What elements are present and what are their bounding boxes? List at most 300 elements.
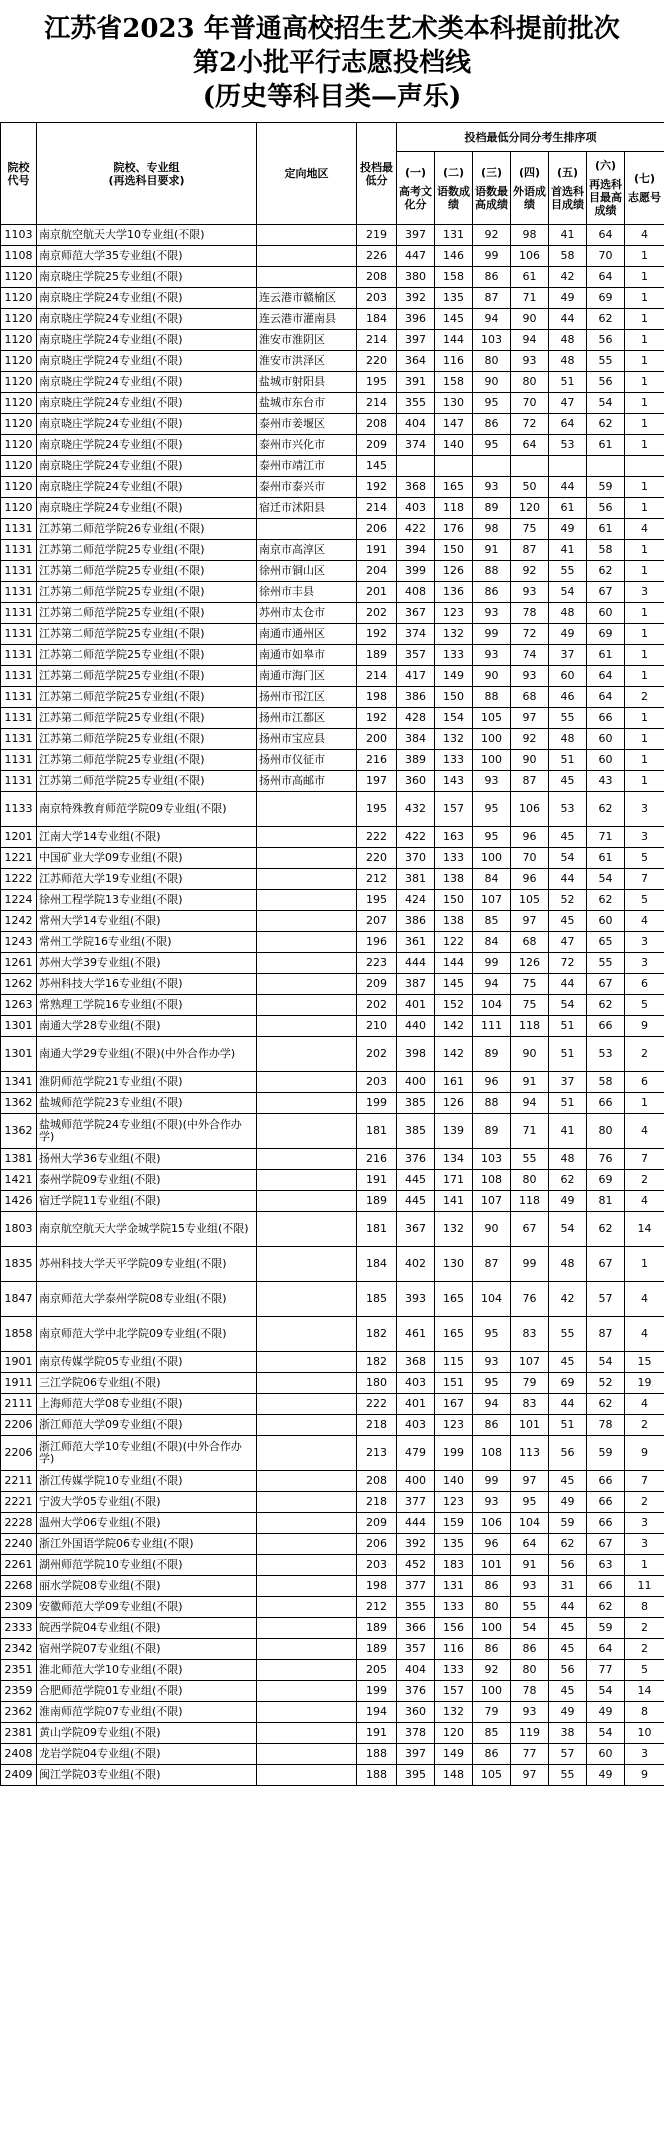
table-row	[1, 603, 664, 624]
cell-name: 常州工学院16专业组(不限)	[37, 932, 257, 953]
cell-culture-score: 445	[397, 1191, 435, 1212]
table-row	[1, 1093, 664, 1114]
cell-first-subject: 45	[549, 1471, 587, 1492]
cell-region	[257, 911, 357, 932]
cell-chinese-math-max: 87	[473, 1247, 511, 1282]
cell-preference-no: 1	[625, 1555, 664, 1576]
cell-preference-no: 7	[625, 1149, 664, 1170]
cell-chinese-math: 145	[435, 974, 473, 995]
cell-region	[257, 1212, 357, 1247]
cell-second-subject-max: 61	[587, 645, 625, 666]
cell-preference-no: 2	[625, 1492, 664, 1513]
cell-second-subject-max: 62	[587, 890, 625, 911]
cell-foreign-lang: 93	[511, 1576, 549, 1597]
cell-code: 1362	[1, 1114, 37, 1149]
header-tiebreak-group: 投档最低分同分考生排序项	[397, 123, 664, 152]
cell-culture-score: 461	[397, 1317, 435, 1352]
cell-min-score: 181	[357, 1212, 397, 1247]
cell-second-subject-max: 65	[587, 932, 625, 953]
cell-chinese-math-max	[473, 456, 511, 477]
cell-name: 南京师范大学35专业组(不限)	[37, 246, 257, 267]
cell-preference-no: 1	[625, 1093, 664, 1114]
cell-name: 江苏第二师范学院25专业组(不限)	[37, 561, 257, 582]
cell-name: 泰州学院09专业组(不限)	[37, 1170, 257, 1191]
cell-chinese-math-max: 100	[473, 848, 511, 869]
cell-region: 连云港市赣榆区	[257, 288, 357, 309]
cell-second-subject-max: 66	[587, 1093, 625, 1114]
cell-first-subject: 47	[549, 932, 587, 953]
cell-code: 1426	[1, 1191, 37, 1212]
cell-chinese-math-max: 86	[473, 414, 511, 435]
cell-region	[257, 267, 357, 288]
cell-region	[257, 848, 357, 869]
cell-culture-score: 398	[397, 1037, 435, 1072]
cell-foreign-lang: 106	[511, 246, 549, 267]
cell-first-subject: 37	[549, 645, 587, 666]
cell-culture-score: 368	[397, 477, 435, 498]
cell-first-subject: 54	[549, 1212, 587, 1247]
cell-foreign-lang: 78	[511, 1681, 549, 1702]
cell-culture-score: 403	[397, 1373, 435, 1394]
cell-first-subject: 49	[549, 1492, 587, 1513]
cell-foreign-lang: 72	[511, 414, 549, 435]
cell-second-subject-max: 58	[587, 1072, 625, 1093]
table-row	[1, 1534, 664, 1555]
cell-code: 1120	[1, 498, 37, 519]
cell-code: 1835	[1, 1247, 37, 1282]
cell-code: 1131	[1, 708, 37, 729]
header-tiebreak-number: (五)	[556, 165, 579, 179]
cell-first-subject: 46	[549, 687, 587, 708]
cell-foreign-lang: 118	[511, 1191, 549, 1212]
cell-chinese-math: 142	[435, 1037, 473, 1072]
cell-chinese-math-max: 93	[473, 771, 511, 792]
table-row	[1, 645, 664, 666]
cell-first-subject: 51	[549, 1093, 587, 1114]
cell-second-subject-max: 66	[587, 1513, 625, 1534]
cell-code: 2111	[1, 1394, 37, 1415]
cell-chinese-math-max: 93	[473, 603, 511, 624]
cell-first-subject: 55	[549, 561, 587, 582]
cell-culture-score: 384	[397, 729, 435, 750]
table-row	[1, 1576, 664, 1597]
cell-code: 1120	[1, 288, 37, 309]
cell-region	[257, 1639, 357, 1660]
cell-second-subject-max: 52	[587, 1373, 625, 1394]
cell-name: 南京晓庄学院24专业组(不限)	[37, 414, 257, 435]
cell-first-subject: 47	[549, 393, 587, 414]
table-row	[1, 540, 664, 561]
cell-second-subject-max: 64	[587, 267, 625, 288]
cell-min-score: 220	[357, 848, 397, 869]
cell-preference-no: 2	[625, 687, 664, 708]
cell-second-subject-max: 54	[587, 1352, 625, 1373]
cell-region	[257, 1282, 357, 1317]
table-row	[1, 225, 664, 246]
cell-first-subject: 48	[549, 603, 587, 624]
cell-code: 1301	[1, 1037, 37, 1072]
cell-region	[257, 890, 357, 911]
table-row	[1, 1436, 664, 1471]
cell-first-subject: 51	[549, 1016, 587, 1037]
cell-code: 1131	[1, 750, 37, 771]
cell-preference-no: 2	[625, 1618, 664, 1639]
cell-culture-score: 387	[397, 974, 435, 995]
cell-chinese-math-max: 88	[473, 1093, 511, 1114]
page-category: (历史等科目类—声乐)	[202, 82, 462, 112]
cell-code: 1243	[1, 932, 37, 953]
cell-region	[257, 1093, 357, 1114]
cell-first-subject: 62	[549, 1170, 587, 1191]
cell-code: 1222	[1, 869, 37, 890]
cell-second-subject-max: 67	[587, 1534, 625, 1555]
cell-foreign-lang: 75	[511, 995, 549, 1016]
cell-code: 1131	[1, 603, 37, 624]
cell-chinese-math: 148	[435, 1765, 473, 1786]
header-tiebreak-3	[473, 152, 511, 225]
cell-region	[257, 1415, 357, 1436]
cell-second-subject-max: 54	[587, 393, 625, 414]
cell-first-subject: 45	[549, 1352, 587, 1373]
header-region: 定向地区	[257, 123, 357, 225]
cell-first-subject: 56	[549, 1660, 587, 1681]
cell-chinese-math-max: 90	[473, 372, 511, 393]
header-tiebreak-number: (二)	[442, 165, 465, 179]
cell-preference-no: 8	[625, 1597, 664, 1618]
cell-preference-no: 1	[625, 1247, 664, 1282]
cell-foreign-lang: 86	[511, 1639, 549, 1660]
cell-code: 1120	[1, 456, 37, 477]
cell-preference-no: 5	[625, 890, 664, 911]
cell-preference-no: 4	[625, 1317, 664, 1352]
cell-foreign-lang: 91	[511, 1072, 549, 1093]
cell-second-subject-max: 77	[587, 1660, 625, 1681]
cell-preference-no: 2	[625, 1639, 664, 1660]
cell-code: 1120	[1, 351, 37, 372]
cell-foreign-lang: 75	[511, 974, 549, 995]
cell-first-subject: 41	[549, 1114, 587, 1149]
cell-culture-score: 374	[397, 435, 435, 456]
cell-min-score: 220	[357, 351, 397, 372]
cell-foreign-lang: 83	[511, 1394, 549, 1415]
cell-chinese-math: 115	[435, 1352, 473, 1373]
table-row	[1, 848, 664, 869]
cell-min-score: 189	[357, 1639, 397, 1660]
cell-code: 2228	[1, 1513, 37, 1534]
cell-min-score: 188	[357, 1765, 397, 1786]
cell-code: 1131	[1, 645, 37, 666]
cell-foreign-lang: 92	[511, 561, 549, 582]
cell-first-subject: 54	[549, 582, 587, 603]
cell-chinese-math-max: 99	[473, 624, 511, 645]
cell-foreign-lang: 78	[511, 603, 549, 624]
cell-chinese-math: 123	[435, 1415, 473, 1436]
cell-first-subject: 45	[549, 827, 587, 848]
cell-chinese-math-max: 87	[473, 288, 511, 309]
cell-culture-score: 447	[397, 246, 435, 267]
cell-preference-no: 14	[625, 1212, 664, 1247]
cell-min-score: 205	[357, 1660, 397, 1681]
cell-foreign-lang: 97	[511, 1765, 549, 1786]
cell-name: 湖州师范学院10专业组(不限)	[37, 1555, 257, 1576]
cell-preference-no: 1	[625, 288, 664, 309]
cell-foreign-lang: 93	[511, 666, 549, 687]
cell-chinese-math: 126	[435, 561, 473, 582]
cell-culture-score: 401	[397, 995, 435, 1016]
cell-chinese-math-max: 99	[473, 1471, 511, 1492]
cell-min-score: 209	[357, 1513, 397, 1534]
cell-second-subject-max: 69	[587, 288, 625, 309]
cell-chinese-math: 149	[435, 1744, 473, 1765]
cell-first-subject: 45	[549, 771, 587, 792]
cell-min-score: 200	[357, 729, 397, 750]
cell-culture-score: 399	[397, 561, 435, 582]
page-subtitle: 第2小批平行志愿投档线	[192, 48, 472, 78]
cell-min-score: 214	[357, 330, 397, 351]
cell-first-subject: 42	[549, 267, 587, 288]
cell-code: 1221	[1, 848, 37, 869]
admission-table	[0, 122, 664, 1786]
cell-region: 苏州市太仓市	[257, 603, 357, 624]
cell-region	[257, 1492, 357, 1513]
cell-second-subject-max: 69	[587, 1170, 625, 1191]
cell-chinese-math: 199	[435, 1436, 473, 1471]
cell-min-score: 196	[357, 932, 397, 953]
cell-culture-score: 403	[397, 1415, 435, 1436]
cell-region: 南通市通州区	[257, 624, 357, 645]
cell-chinese-math-max: 92	[473, 225, 511, 246]
cell-first-subject: 55	[549, 708, 587, 729]
cell-foreign-lang: 118	[511, 1016, 549, 1037]
cell-culture-score: 377	[397, 1492, 435, 1513]
cell-second-subject-max: 60	[587, 1744, 625, 1765]
cell-culture-score: 391	[397, 372, 435, 393]
cell-region: 南京市高淳区	[257, 540, 357, 561]
cell-foreign-lang: 94	[511, 330, 549, 351]
cell-second-subject-max: 59	[587, 477, 625, 498]
cell-name: 苏州科技大学天平学院09专业组(不限)	[37, 1247, 257, 1282]
cell-min-score: 222	[357, 827, 397, 848]
cell-first-subject: 42	[549, 1282, 587, 1317]
cell-first-subject: 58	[549, 246, 587, 267]
cell-min-score: 202	[357, 603, 397, 624]
cell-name: 皖西学院04专业组(不限)	[37, 1618, 257, 1639]
cell-min-score: 198	[357, 687, 397, 708]
cell-preference-no: 1	[625, 561, 664, 582]
header-code: 院校代号	[1, 123, 37, 225]
cell-min-score: 203	[357, 288, 397, 309]
cell-culture-score: 360	[397, 771, 435, 792]
cell-foreign-lang: 94	[511, 1093, 549, 1114]
cell-chinese-math-max: 84	[473, 869, 511, 890]
cell-chinese-math: 132	[435, 729, 473, 750]
cell-culture-score: 401	[397, 1394, 435, 1415]
cell-culture-score: 360	[397, 1702, 435, 1723]
cell-name: 江苏第二师范学院25专业组(不限)	[37, 624, 257, 645]
cell-foreign-lang: 76	[511, 1282, 549, 1317]
cell-min-score: 192	[357, 624, 397, 645]
cell-first-subject: 61	[549, 498, 587, 519]
header-tiebreak-label: 再选科目最高成绩	[589, 178, 622, 217]
cell-chinese-math-max: 100	[473, 729, 511, 750]
cell-code: 1120	[1, 414, 37, 435]
cell-second-subject-max: 81	[587, 1191, 625, 1212]
table-row	[1, 1072, 664, 1093]
table-row	[1, 1394, 664, 1415]
cell-code: 1301	[1, 1016, 37, 1037]
cell-foreign-lang: 90	[511, 309, 549, 330]
cell-region	[257, 1744, 357, 1765]
cell-region: 泰州市靖江市	[257, 456, 357, 477]
cell-name: 江南大学14专业组(不限)	[37, 827, 257, 848]
header-min-score: 投档最低分	[357, 123, 397, 225]
cell-code: 1131	[1, 687, 37, 708]
cell-name: 南京晓庄学院24专业组(不限)	[37, 351, 257, 372]
cell-culture-score: 428	[397, 708, 435, 729]
cell-chinese-math-max: 95	[473, 435, 511, 456]
cell-first-subject: 51	[549, 750, 587, 771]
cell-min-score: 216	[357, 1149, 397, 1170]
cell-preference-no: 3	[625, 953, 664, 974]
cell-culture-score: 374	[397, 624, 435, 645]
cell-culture-score: 367	[397, 603, 435, 624]
cell-chinese-math: 126	[435, 1093, 473, 1114]
cell-code: 1261	[1, 953, 37, 974]
cell-chinese-math: 133	[435, 750, 473, 771]
cell-preference-no: 2	[625, 1037, 664, 1072]
cell-region	[257, 519, 357, 540]
cell-min-score: 214	[357, 498, 397, 519]
cell-code: 1120	[1, 435, 37, 456]
header-tiebreak-7	[625, 152, 664, 225]
cell-second-subject-max: 64	[587, 687, 625, 708]
cell-region	[257, 974, 357, 995]
cell-name: 淮北师范大学10专业组(不限)	[37, 1660, 257, 1681]
table-row	[1, 1170, 664, 1191]
cell-name: 苏州科技大学16专业组(不限)	[37, 974, 257, 995]
cell-chinese-math: 138	[435, 911, 473, 932]
cell-second-subject-max: 43	[587, 771, 625, 792]
cell-preference-no: 6	[625, 1072, 664, 1093]
cell-chinese-math: 163	[435, 827, 473, 848]
cell-min-score: 184	[357, 309, 397, 330]
cell-min-score: 189	[357, 1618, 397, 1639]
cell-culture-score: 400	[397, 1072, 435, 1093]
cell-region	[257, 953, 357, 974]
cell-min-score: 189	[357, 1191, 397, 1212]
cell-culture-score: 366	[397, 1618, 435, 1639]
cell-min-score: 222	[357, 1394, 397, 1415]
cell-name: 南通大学29专业组(不限)(中外合作办学)	[37, 1037, 257, 1072]
cell-chinese-math-max: 86	[473, 1576, 511, 1597]
table-row	[1, 561, 664, 582]
cell-chinese-math-max: 95	[473, 1317, 511, 1352]
cell-first-subject: 44	[549, 974, 587, 995]
cell-foreign-lang: 80	[511, 372, 549, 393]
cell-name: 南京晓庄学院24专业组(不限)	[37, 330, 257, 351]
cell-second-subject-max: 62	[587, 792, 625, 827]
table-row	[1, 1212, 664, 1247]
cell-name: 江苏第二师范学院25专业组(不限)	[37, 603, 257, 624]
cell-code: 2351	[1, 1660, 37, 1681]
cell-second-subject-max: 54	[587, 1681, 625, 1702]
table-row	[1, 666, 664, 687]
cell-culture-score: 355	[397, 1597, 435, 1618]
cell-second-subject-max: 67	[587, 1247, 625, 1282]
cell-chinese-math-max: 92	[473, 1660, 511, 1681]
cell-chinese-math-max: 105	[473, 708, 511, 729]
header-tiebreak-label: 首选科目成绩	[551, 184, 584, 211]
cell-code: 2206	[1, 1415, 37, 1436]
cell-code: 2381	[1, 1723, 37, 1744]
table-row	[1, 771, 664, 792]
cell-second-subject-max: 62	[587, 561, 625, 582]
cell-first-subject: 51	[549, 1037, 587, 1072]
cell-chinese-math-max: 89	[473, 1114, 511, 1149]
cell-name: 常熟理工学院16专业组(不限)	[37, 995, 257, 1016]
table-row	[1, 1660, 664, 1681]
cell-code: 1858	[1, 1317, 37, 1352]
cell-min-score: 226	[357, 246, 397, 267]
cell-region	[257, 1471, 357, 1492]
header-tiebreak-label: 志愿号	[628, 191, 662, 204]
cell-code: 1131	[1, 582, 37, 603]
cell-name: 南京航空航天大学10专业组(不限)	[37, 225, 257, 246]
table-row	[1, 1415, 664, 1436]
cell-preference-no: 7	[625, 869, 664, 890]
cell-region	[257, 1597, 357, 1618]
cell-name: 合肥师范学院01专业组(不限)	[37, 1681, 257, 1702]
cell-chinese-math-max: 107	[473, 1191, 511, 1212]
cell-name: 宿州学院07专业组(不限)	[37, 1639, 257, 1660]
table-row	[1, 1471, 664, 1492]
table-row	[1, 911, 664, 932]
cell-min-score: 202	[357, 1037, 397, 1072]
cell-code: 2362	[1, 1702, 37, 1723]
cell-second-subject-max: 56	[587, 372, 625, 393]
cell-culture-score: 385	[397, 1093, 435, 1114]
cell-second-subject-max: 62	[587, 995, 625, 1016]
cell-preference-no: 9	[625, 1765, 664, 1786]
table-row	[1, 1373, 664, 1394]
cell-preference-no: 3	[625, 792, 664, 827]
cell-foreign-lang: 96	[511, 869, 549, 890]
cell-foreign-lang: 79	[511, 1373, 549, 1394]
cell-min-score: 212	[357, 1597, 397, 1618]
cell-second-subject-max: 56	[587, 498, 625, 519]
header-tiebreak-label: 语数成绩	[437, 184, 470, 211]
table-row	[1, 519, 664, 540]
cell-chinese-math-max: 85	[473, 1723, 511, 1744]
cell-chinese-math-max: 107	[473, 890, 511, 911]
cell-preference-no: 1	[625, 435, 664, 456]
cell-foreign-lang: 74	[511, 645, 549, 666]
cell-name: 温州大学06专业组(不限)	[37, 1513, 257, 1534]
cell-code: 2261	[1, 1555, 37, 1576]
cell-region: 泰州市兴化市	[257, 435, 357, 456]
header-tiebreak-4	[511, 152, 549, 225]
header-tiebreak-number: (四)	[518, 165, 541, 179]
cell-preference-no: 1	[625, 708, 664, 729]
cell-chinese-math: 116	[435, 351, 473, 372]
cell-min-score: 191	[357, 1723, 397, 1744]
cell-foreign-lang: 107	[511, 1352, 549, 1373]
cell-code: 1120	[1, 477, 37, 498]
cell-foreign-lang: 64	[511, 435, 549, 456]
cell-min-score: 191	[357, 1170, 397, 1191]
cell-second-subject-max: 67	[587, 582, 625, 603]
cell-culture-score: 432	[397, 792, 435, 827]
